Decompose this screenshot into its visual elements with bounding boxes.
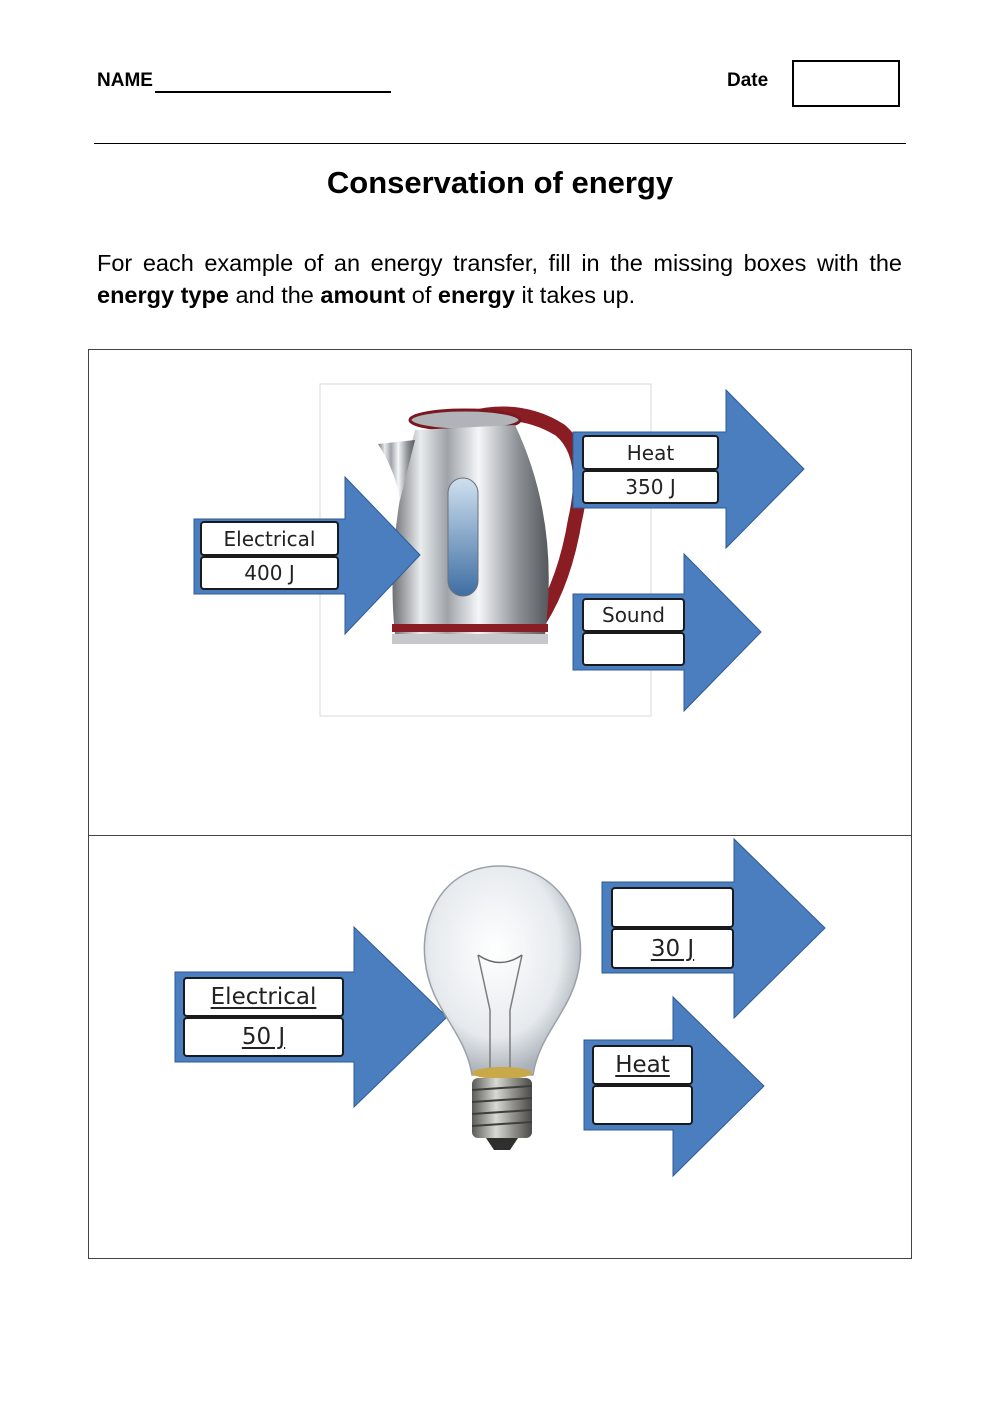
- kettle-heat-type: Heat: [582, 435, 719, 470]
- bulb-output1-type-blank[interactable]: [611, 887, 734, 928]
- kettle-input-amount: 400 J: [200, 556, 339, 590]
- page-title: Conservation of energy: [326, 165, 674, 200]
- bulb-input-amount: 50 J: [183, 1017, 344, 1057]
- bulb-heat-amount-blank[interactable]: [592, 1085, 693, 1125]
- bulb-output1-amount: 30 J: [611, 928, 734, 969]
- bulb-input-type: Electrical: [183, 977, 344, 1017]
- bulb-heat-type: Heat: [592, 1045, 693, 1085]
- kettle-heat-amount: 350 J: [582, 470, 719, 504]
- kettle-sound-amount-blank[interactable]: [582, 632, 685, 666]
- name-label: NAME: [97, 70, 153, 91]
- light-bulb-image: [424, 866, 580, 1150]
- kettle-input-type: Electrical: [200, 521, 339, 556]
- date-label: Date: [727, 70, 769, 91]
- instructions: For each example of an energy transfer, fill in the missing boxes with the energy type and the amount of energy it takes up.: [97, 250, 902, 308]
- kettle-sound-type: Sound: [582, 598, 685, 632]
